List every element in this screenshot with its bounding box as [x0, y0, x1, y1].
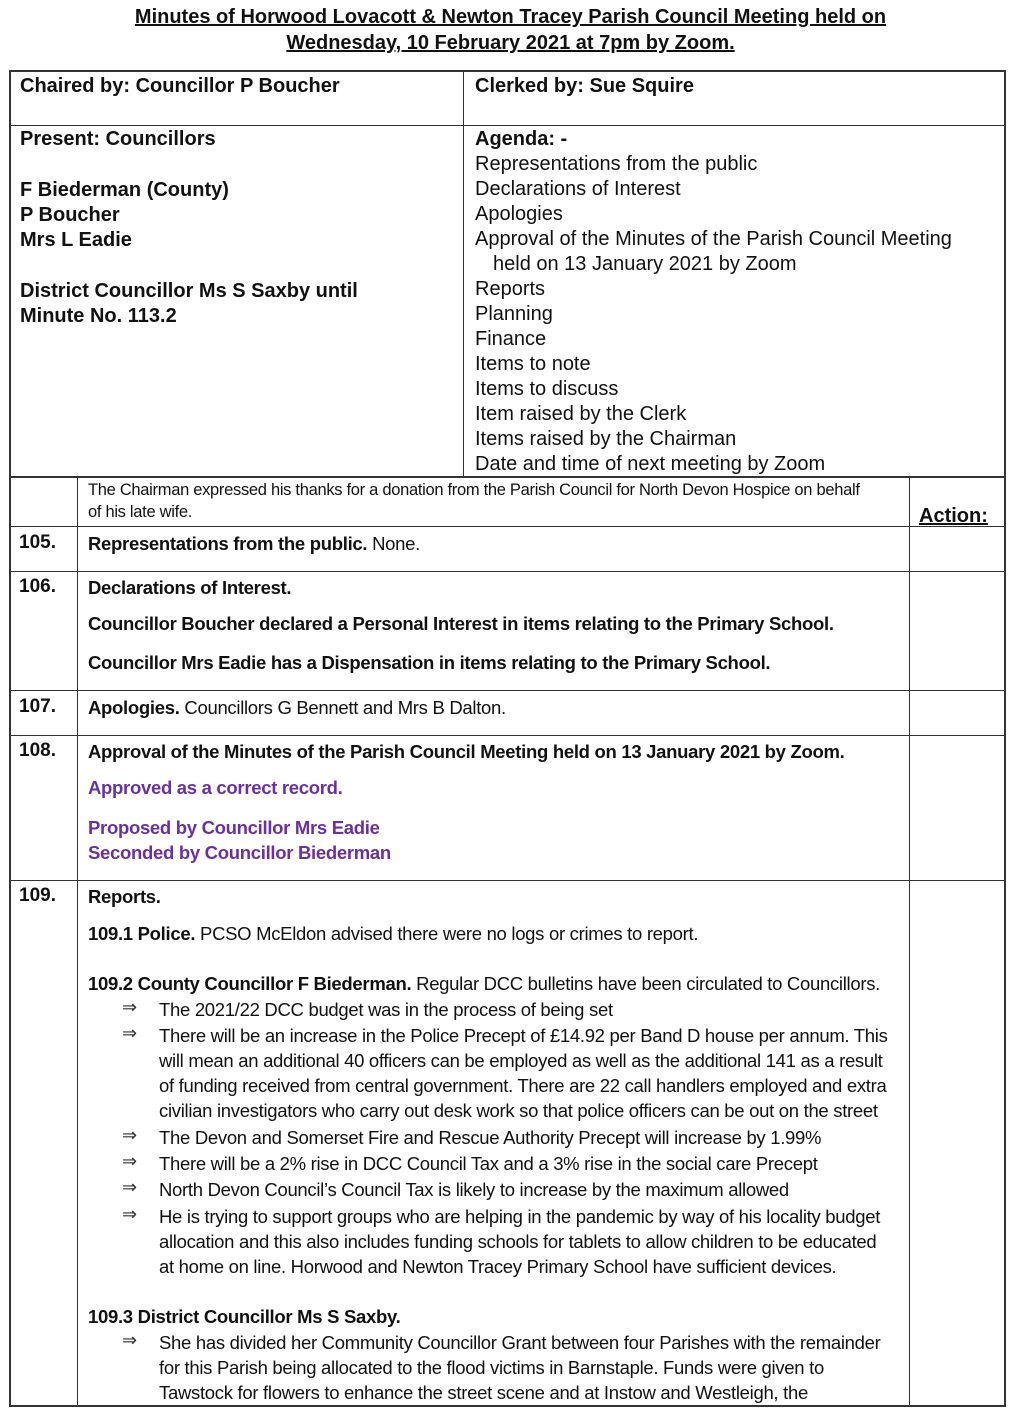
attendance-agenda-table	[9, 70, 1006, 478]
report-county-councillor: 109.2 County Councillor F Biederman. Regular DCC bulletins have been circulated to Councillors.	[88, 973, 880, 994]
arrow-bullet-icon: ⇒	[122, 1330, 138, 1350]
present-item: Mrs L Eadie	[20, 229, 132, 251]
minute-number: 107.	[19, 696, 56, 717]
agenda-item: Items to discuss	[475, 378, 619, 400]
bullet-item: He is trying to support groups who are helping in the pandemic by way of his locality budget allocation and this also includes funding schools for tablets to allow children to be educated at home on line. Horwood and Newton Tracey Primary School have sufficient devices.	[159, 1206, 881, 1277]
minute-106-title: Declarations of Interest.	[88, 577, 292, 598]
bullet-item: There will be an increase in the Police Precept of £14.92 per Band D house per annum. This will mean an additional 40 officers can be employed as well as the additional 141 as a result of funding received from central government. There are 22 call handlers employed and extra civilian investigators who carry out desk work so that police officers can be out on the street	[159, 1025, 888, 1121]
minute-number: 109.	[19, 885, 56, 906]
present-item: P Boucher	[20, 204, 120, 226]
agenda-item: Reports	[475, 278, 546, 300]
minute-107: Apologies. Councillors G Bennett and Mrs B Dalton.	[88, 697, 506, 718]
minute-108-approved: Approved as a correct record.	[88, 777, 343, 798]
agenda-label: Agenda: -	[475, 128, 568, 150]
agenda-item: Declarations of Interest	[475, 178, 681, 200]
title-line-1: Minutes of Horwood Lovacott & Newton Tracey Parish Council Meeting held on	[134, 6, 887, 28]
minute-109-title: Reports.	[88, 886, 161, 907]
minute-105: Representations from the public. None.	[88, 533, 420, 554]
clerked-by: Clerked by: Sue Squire	[475, 75, 694, 97]
agenda-item: Planning	[475, 303, 553, 325]
agenda-item: Apologies	[475, 203, 563, 225]
minute-108-proposed: Proposed by Councillor Mrs Eadie	[88, 817, 380, 838]
agenda-item: Representations from the public	[475, 153, 758, 175]
arrow-bullet-icon: ⇒	[122, 1204, 138, 1224]
bullet-item: North Devon Council’s Council Tax is likely to increase by the maximum allowed	[159, 1179, 789, 1200]
district-councillor: District Councillor Ms S Saxby until Minute No. 113.2	[20, 280, 358, 327]
minute-106-dispensation: Councillor Mrs Eadie has a Dispensation in items relating to the Primary School.	[88, 652, 771, 673]
minute-number: 106.	[19, 576, 56, 597]
report-police: 109.1 Police. PCSO McEldon advised there were no logs or crimes to report.	[88, 923, 699, 944]
arrow-bullet-icon: ⇒	[122, 1125, 138, 1145]
agenda-item: held on 13 January 2021 by Zoom	[493, 253, 797, 275]
agenda-item: Items to note	[475, 353, 591, 375]
present-label: Present: Councillors	[20, 128, 216, 150]
agenda-item: Finance	[475, 328, 547, 350]
arrow-bullet-icon: ⇒	[122, 997, 138, 1017]
agenda-item: Item raised by the Clerk	[475, 403, 687, 425]
agenda-item: Date and time of next meeting by Zoom	[475, 453, 826, 475]
chaired-by: Chaired by: Councillor P Boucher	[20, 75, 340, 97]
arrow-bullet-icon: ⇒	[122, 1177, 138, 1197]
document-title	[0, 4, 1021, 56]
present-councillors	[20, 178, 229, 253]
bullet-item: The 2021/22 DCC budget was in the process of being set	[159, 999, 613, 1020]
agenda-item: Approval of the Minutes of the Parish Council Meeting	[475, 228, 952, 250]
minute-106-personal-interest: Councillor Boucher declared a Personal Interest in items relating to the Primary School.	[88, 613, 834, 634]
bullet-item: There will be a 2% rise in DCC Council Tax and a 3% rise in the social care Precept	[159, 1153, 818, 1174]
agenda-list	[475, 127, 952, 477]
minute-number: 105.	[19, 532, 56, 553]
arrow-bullet-icon: ⇒	[122, 1023, 138, 1043]
minute-108-title: Approval of the Minutes of the Parish Council Meeting held on 13 January 2021 by Zoom.	[88, 741, 845, 762]
minute-number: 108.	[19, 740, 56, 761]
bullet-item: She has divided her Community Councillor Grant between four Parishes with the remainder for this Parish being allocated to the flood victims in Barnstaple. Funds were given to Tawstock for flowers to enhance the street scene and at Instow and Westleigh, the	[159, 1332, 881, 1403]
action-column-heading: Action:	[919, 505, 988, 527]
minutes-table	[9, 477, 1006, 1407]
arrow-bullet-icon: ⇒	[122, 1151, 138, 1171]
report-district-councillor: 109.3 District Councillor Ms S Saxby.	[88, 1306, 401, 1327]
chairman-thanks: The Chairman expressed his thanks for a donation from the Parish Council for North Devon Hospice on behalf of his late wife.	[88, 481, 860, 521]
agenda-item: Items raised by the Chairman	[475, 428, 737, 450]
title-line-2: Wednesday, 10 February 2021 at 7pm by Zoom.	[286, 32, 735, 54]
present-item: F Biederman (County)	[20, 179, 229, 201]
minute-108-seconded: Seconded by Councillor Biederman	[88, 842, 391, 863]
bullet-item: The Devon and Somerset Fire and Rescue Authority Precept will increase by 1.99%	[159, 1127, 822, 1148]
